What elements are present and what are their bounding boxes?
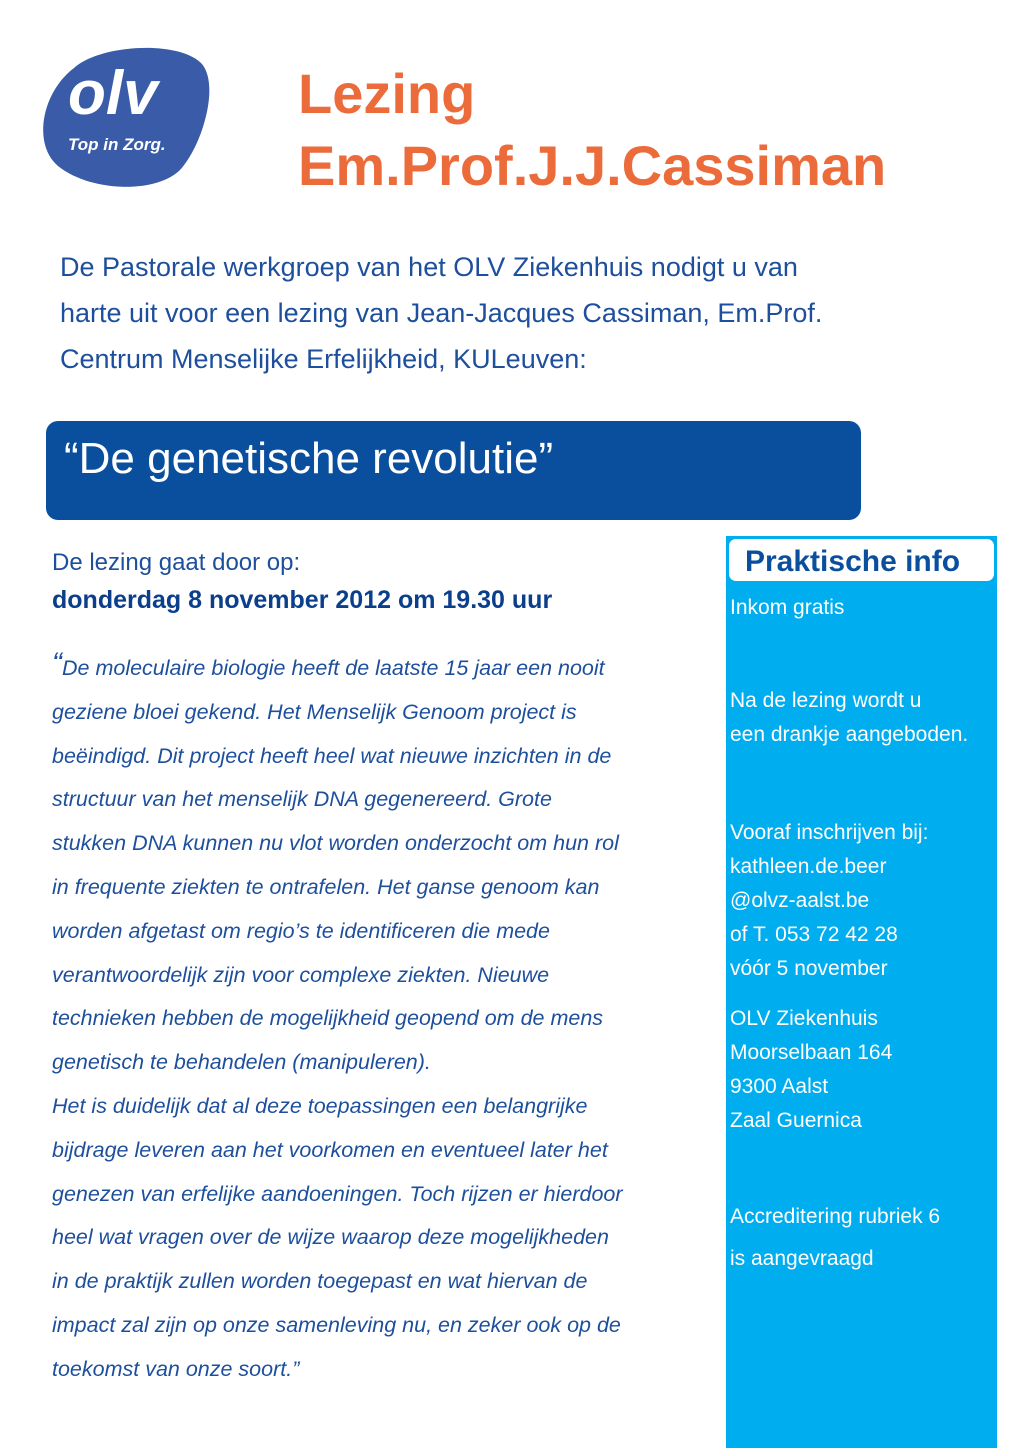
quote-line: genezen van erfelijke aandoeningen. Toch rijzen er hierdoor [52,1181,623,1206]
registration-line: Vooraf inschrijven bij: [730,821,929,844]
location-info [730,1002,892,1138]
lecture-title-banner [46,421,861,520]
quote-line: verantwoordelijk zijn voor complexe ziekten. Nieuwe [52,962,550,987]
quote-line: in de praktijk zullen worden toegepast en wat hiervan de [52,1269,588,1294]
drink-line: Na de lezing wordt u [730,689,922,712]
sidebar-header-box [729,539,994,581]
admission-info: Inkom gratis [730,596,845,619]
practical-info-sidebar [726,536,997,1448]
intro-paragraph [60,244,990,382]
quote-line: worden afgetast om regio’s te identificeren die mede [52,918,550,943]
olv-logo-graphic [30,42,210,192]
intro-line: Centrum Menselijke Erfelijkheid, KULeuven: [60,344,587,374]
logo-tagline: Top in Zorg. [68,135,166,154]
quote-line: structuur van het menselijk DNA gegenereerd. Grote [52,787,552,812]
quote-line: Het is duidelijk dat al deze toepassingen een belangrijke [52,1093,588,1118]
location-line: Moorselbaan 164 [730,1041,893,1064]
event-intro: De lezing gaat door op: [52,549,301,576]
logo-letters: olv [68,59,158,128]
quote-line: bijdrage leveren aan het voorkomen en eventueel later het [52,1137,608,1162]
quote-line: technieken hebben de mogelijkheid geopend om de mens [52,1006,604,1031]
title-line-2: Em.Prof.J.J.Cassiman [298,134,887,197]
page-title [298,58,886,202]
location-line: Zaal Guernica [730,1109,862,1132]
quote-line-text: De moleculaire biologie heeft de laatste 15 jaar een nooit [62,656,605,680]
location-line: 9300 Aalst [730,1075,829,1098]
accreditation-line: is aangevraagd [730,1247,874,1270]
quote-line: beëindigd. Dit project heeft heel wat nieuwe inzichten in de [52,743,612,768]
quote-line: genetisch te behandelen (manipuleren). [52,1050,431,1075]
event-date: donderdag 8 november 2012 om 19.30 uur [52,586,553,614]
quote-line [52,642,718,691]
registration-email[interactable]: kathleen.de.beer [730,855,887,878]
quote-line: heel wat vragen over de wijze waarop deze mogelijkheden [52,1225,609,1250]
intro-line: De Pastorale werkgroep van het OLV Ziekenhuis nodigt u van [60,252,798,282]
abstract-quote [52,642,718,1392]
registration-email-domain[interactable]: @olvz-aalst.be [730,889,870,912]
drink-line: een drankje aangeboden. [730,723,969,746]
quote-line: toekomst van onze soort.” [52,1356,300,1381]
quote-line: impact zal zijn op onze samenleving nu, en zeker ook op de [52,1312,621,1337]
registration-phone: of T. 053 72 42 28 [730,923,898,946]
quote-line: geziene bloei gekend. Het Menselijk Genoom project is [52,699,577,724]
intro-line: harte uit voor een lezing van Jean-Jacques Cassiman, Em.Prof. [60,298,823,328]
lecture-title: “De genetische revolutie” [64,434,554,483]
olv-logo [30,42,210,192]
drink-info [730,684,968,752]
accreditation-line: Accreditering rubriek 6 [730,1205,941,1228]
location-line: OLV Ziekenhuis [730,1007,878,1030]
registration-info [730,816,928,986]
sidebar-title: Praktische info [745,545,961,578]
title-line-1: Lezing [298,62,476,125]
registration-deadline: vóór 5 november [730,957,888,980]
quote-line: stukken DNA kunnen nu vlot worden onderzocht om hun rol [52,831,619,856]
sidebar-header [726,536,997,584]
quote-open-mark: “ [52,647,62,680]
accreditation-info [730,1196,940,1280]
quote-line: in frequente ziekten te ontrafelen. Het ganse genoom kan [52,874,600,899]
